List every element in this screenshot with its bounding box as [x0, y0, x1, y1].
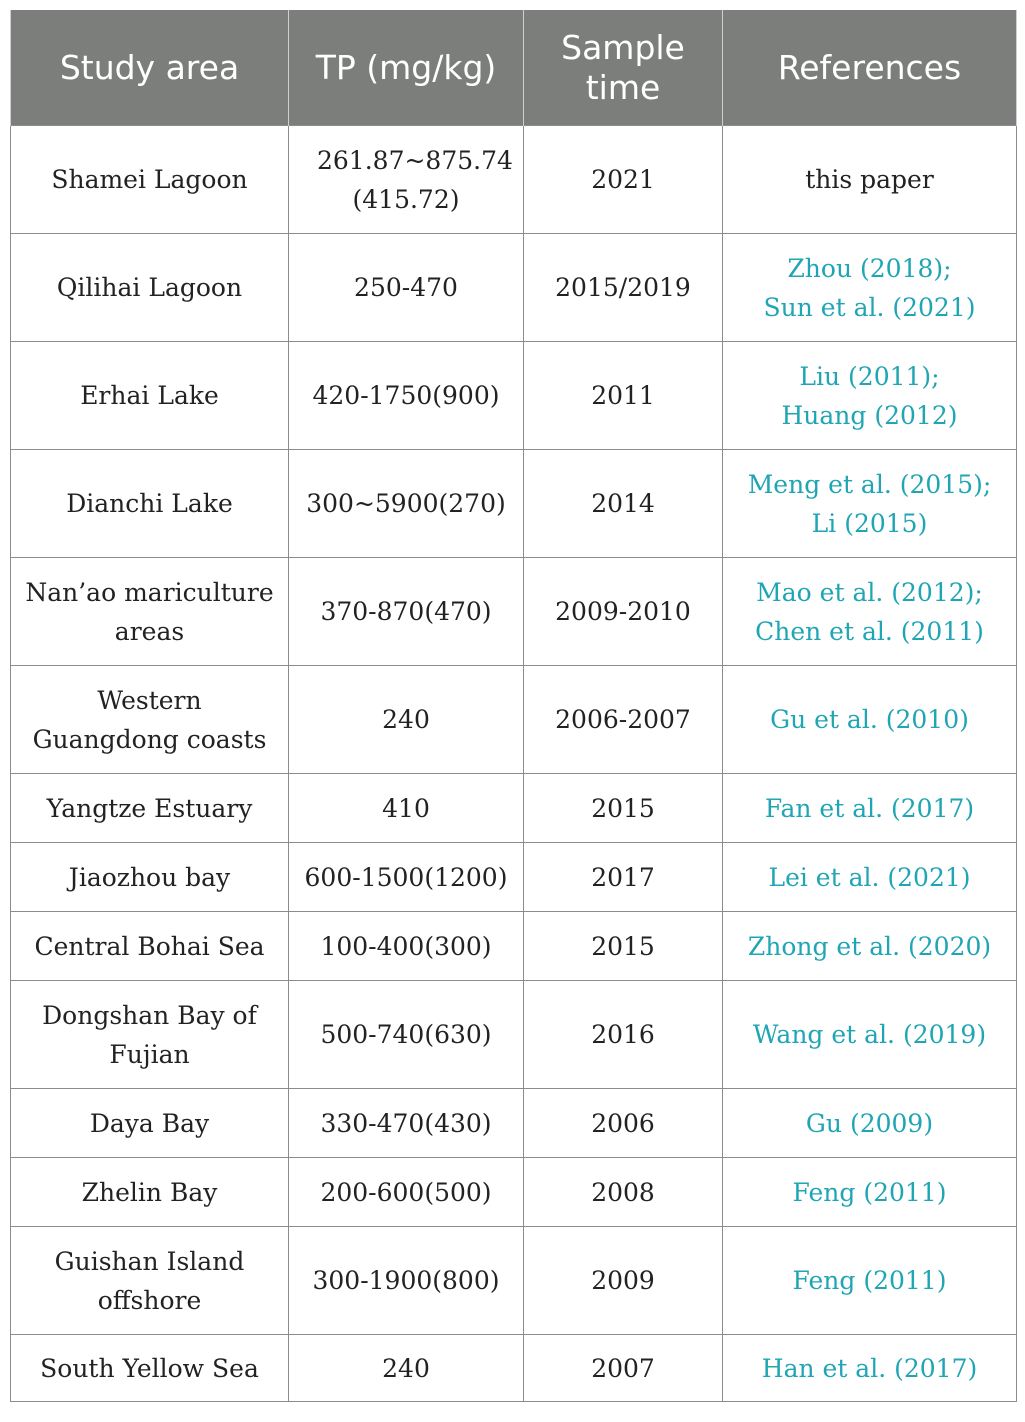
reference-cell — [723, 774, 1017, 843]
reference-cell — [723, 1158, 1017, 1227]
reference-cell — [723, 912, 1017, 981]
study-area-cell: Dianchi Lake — [11, 450, 289, 558]
table-row — [11, 774, 1017, 843]
sample-time-cell: 2009 — [524, 1227, 723, 1335]
sample-time-cell: 2008 — [524, 1158, 723, 1227]
tp-cell: 240 — [289, 666, 524, 774]
reference-link[interactable]: Fan et al. (2017) — [764, 793, 975, 823]
study-area-cell: Yangtze Estuary — [11, 774, 289, 843]
reference-cell — [723, 843, 1017, 912]
sample-time-cell: 2021 — [524, 126, 723, 234]
tp-cell: 300~5900(270) — [289, 450, 524, 558]
reference-link[interactable]: Mao et al. (2012); — [756, 577, 983, 607]
table-row — [11, 1227, 1017, 1335]
table-row — [11, 843, 1017, 912]
table-row — [11, 912, 1017, 981]
tp-cell: 250-470 — [289, 234, 524, 342]
sample-time-cell: 2016 — [524, 981, 723, 1089]
tp-cell: 330-470(430) — [289, 1089, 524, 1158]
sample-time-cell: 2009-2010 — [524, 558, 723, 666]
header-references: References — [723, 10, 1017, 126]
tp-cell: 300-1900(800) — [289, 1227, 524, 1335]
reference-cell — [723, 1089, 1017, 1158]
reference-cell — [723, 1335, 1017, 1402]
table-row — [11, 1335, 1017, 1402]
study-area-cell: South Yellow Sea — [11, 1335, 289, 1402]
table-row — [11, 1158, 1017, 1227]
table-row — [11, 666, 1017, 774]
reference-link[interactable]: Wang et al. (2019) — [752, 1020, 987, 1049]
tp-comparison-table — [10, 10, 1017, 1402]
reference-link[interactable]: Huang (2012) — [781, 400, 958, 430]
study-area-cell: Nan’ao mariculture areas — [11, 558, 289, 666]
table-row — [11, 981, 1017, 1089]
reference-cell — [723, 450, 1017, 558]
tp-cell: 100-400(300) — [289, 912, 524, 981]
study-area-cell: Shamei Lagoon — [11, 126, 289, 234]
tp-cell: 410 — [289, 774, 524, 843]
tp-cell: 261.87~875.74 (415.72) — [289, 126, 524, 234]
reference-link[interactable]: Meng et al. (2015); — [747, 469, 992, 499]
reference-link[interactable]: Feng (2011) — [792, 1266, 947, 1295]
sample-time-cell: 2015 — [524, 912, 723, 981]
study-area-cell: Jiaozhou bay — [11, 843, 289, 912]
sample-time-cell: 2015/2019 — [524, 234, 723, 342]
study-area-cell: Erhai Lake — [11, 342, 289, 450]
study-area-cell: Dongshan Bay of Fujian — [11, 981, 289, 1089]
reference-cell — [723, 126, 1017, 234]
study-area-cell: Guishan Island offshore — [11, 1227, 289, 1335]
reference-link[interactable]: Gu (2009) — [805, 1108, 934, 1138]
reference-link[interactable]: Li (2015) — [811, 508, 928, 538]
tp-cell: 370-870(470) — [289, 558, 524, 666]
reference-link[interactable]: Sun et al. (2021) — [763, 292, 976, 322]
sample-time-cell: 2011 — [524, 342, 723, 450]
reference-text: this paper — [805, 165, 934, 194]
table-row — [11, 558, 1017, 666]
reference-link[interactable]: Han et al. (2017) — [761, 1353, 978, 1383]
study-area-cell: Central Bohai Sea — [11, 912, 289, 981]
reference-link[interactable]: Gu et al. (2010) — [770, 705, 969, 734]
reference-cell — [723, 342, 1017, 450]
header-sample-time: Sample time — [524, 10, 723, 126]
reference-link[interactable]: Liu (2011); — [799, 361, 940, 391]
sample-time-cell: 2006-2007 — [524, 666, 723, 774]
table-row — [11, 1089, 1017, 1158]
tp-cell: 200-600(500) — [289, 1158, 524, 1227]
table-body — [11, 126, 1017, 1402]
sample-time-cell: 2006 — [524, 1089, 723, 1158]
sample-time-cell: 2017 — [524, 843, 723, 912]
reference-link[interactable]: Zhou (2018); — [787, 253, 952, 283]
reference-link[interactable]: Feng (2011) — [792, 1177, 947, 1207]
study-area-cell: Qilihai Lagoon — [11, 234, 289, 342]
tp-cell: 240 — [289, 1335, 524, 1402]
tp-cell: 600-1500(1200) — [289, 843, 524, 912]
table-row — [11, 450, 1017, 558]
reference-link[interactable]: Chen et al. (2011) — [755, 616, 984, 646]
tp-cell: 500-740(630) — [289, 981, 524, 1089]
table-row — [11, 342, 1017, 450]
tp-cell: 420-1750(900) — [289, 342, 524, 450]
header-tp: TP (mg/kg) — [289, 10, 524, 126]
reference-link[interactable]: Zhong et al. (2020) — [747, 931, 992, 961]
table-row — [11, 234, 1017, 342]
reference-cell — [723, 981, 1017, 1089]
sample-time-cell: 2014 — [524, 450, 723, 558]
sample-time-cell: 2007 — [524, 1335, 723, 1402]
reference-cell — [723, 234, 1017, 342]
reference-cell — [723, 1227, 1017, 1335]
study-area-cell: Zhelin Bay — [11, 1158, 289, 1227]
header-study-area: Study area — [11, 10, 289, 126]
table-row — [11, 126, 1017, 234]
study-area-cell: Daya Bay — [11, 1089, 289, 1158]
reference-cell — [723, 666, 1017, 774]
table-header — [11, 10, 1017, 126]
reference-link[interactable]: Lei et al. (2021) — [768, 862, 971, 892]
study-area-cell: Western Guangdong coasts — [11, 666, 289, 774]
reference-cell — [723, 558, 1017, 666]
sample-time-cell: 2015 — [524, 774, 723, 843]
